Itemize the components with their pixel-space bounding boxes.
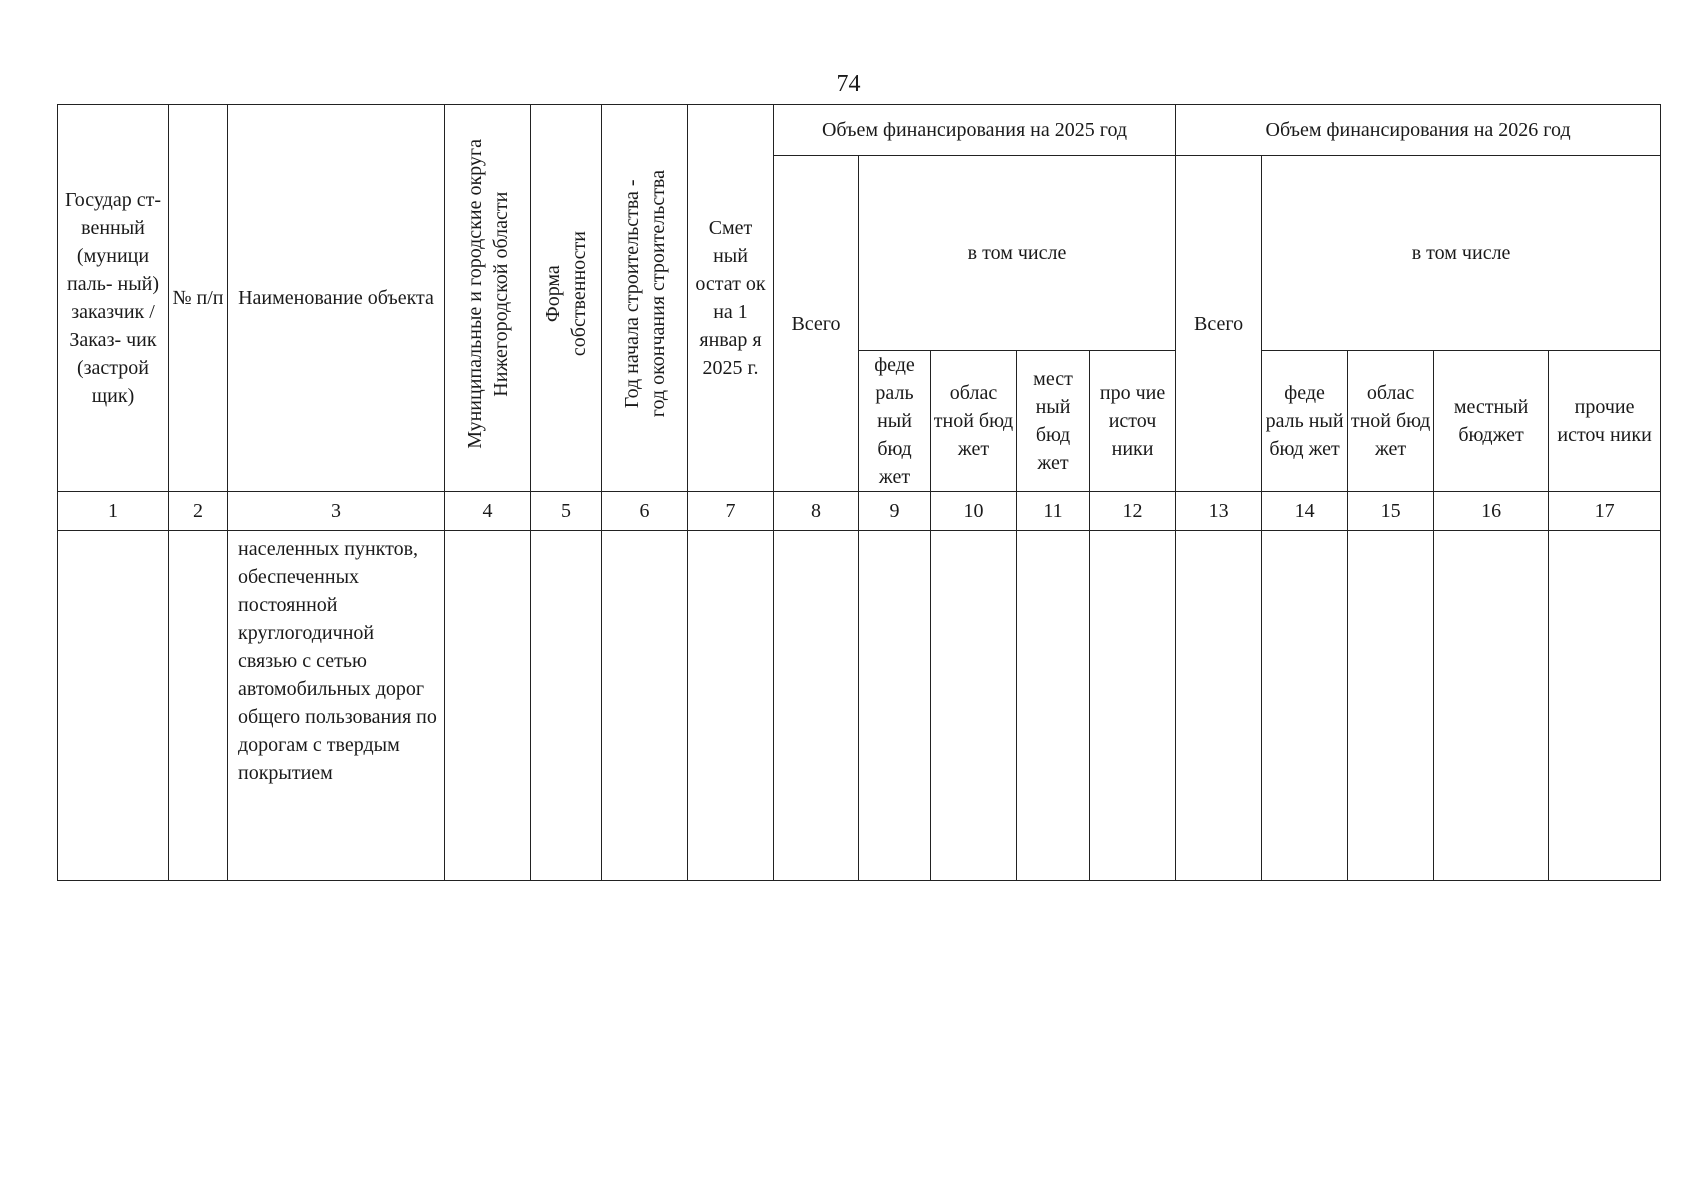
- cell-number: [169, 531, 228, 881]
- financing-table: [57, 104, 1661, 881]
- cell-customer: [58, 531, 169, 881]
- column-number: 13: [1176, 492, 1262, 531]
- header-total-2026: Всего: [1176, 156, 1262, 492]
- column-number: 7: [688, 492, 774, 531]
- header-local-2025: мест ный бюд жет: [1017, 351, 1090, 492]
- header-ownership-text: Форма собственности: [542, 231, 590, 357]
- header-regional-2025: облас тной бюд жет: [931, 351, 1017, 492]
- column-number: 1: [58, 492, 169, 531]
- cell-ownership: [531, 531, 602, 881]
- header-object-name: Наименование объекта: [228, 105, 445, 492]
- column-number: 2: [169, 492, 228, 531]
- cell-local-2025: [1017, 531, 1090, 881]
- header-local-2026: местный бюджет: [1434, 351, 1549, 492]
- cell-federal-2025: [859, 531, 931, 881]
- header-estimated-balance: Смет ный остат ок на 1 январ я 2025 г.: [688, 105, 774, 492]
- column-number: 10: [931, 492, 1017, 531]
- column-number: 9: [859, 492, 931, 531]
- cell-regional-2026: [1348, 531, 1434, 881]
- page-number: 74: [836, 71, 861, 97]
- cell-other-2026: [1549, 531, 1661, 881]
- header-total-2025: Всего: [774, 156, 859, 492]
- cell-balance: [688, 531, 774, 881]
- column-number: 8: [774, 492, 859, 531]
- column-number: 16: [1434, 492, 1549, 531]
- column-number: 14: [1262, 492, 1348, 531]
- header-other-2026: прочие источ ники: [1549, 351, 1661, 492]
- header-including-2026: в том числе: [1262, 156, 1661, 351]
- column-number: 6: [602, 492, 688, 531]
- header-federal-2025: феде раль ный бюд жет: [859, 351, 931, 492]
- header-other-2025: про чие источ ники: [1090, 351, 1176, 492]
- header-customer: Государ ст- венный (муници паль- ный) заказчик / Заказ- чик (застрой щик): [58, 105, 169, 492]
- column-number-row: [58, 492, 1661, 531]
- header-number: № п/п: [169, 105, 228, 492]
- column-number: 17: [1549, 492, 1661, 531]
- cell-other-2025: [1090, 531, 1176, 881]
- column-number: 15: [1348, 492, 1434, 531]
- header-group-2025: Объем финансирования на 2025 год: [774, 105, 1176, 156]
- header-construction-years-text: Год начала строительства - год окончания строительства: [620, 170, 669, 418]
- header-group-2026: Объем финансирования на 2026 год: [1176, 105, 1661, 156]
- table-row: [58, 531, 1661, 881]
- column-number: 11: [1017, 492, 1090, 531]
- header-municipalities-text: Муниципальные и городские округа Нижегородской области: [463, 139, 512, 449]
- column-number: 3: [228, 492, 445, 531]
- header-municipalities: [445, 105, 531, 492]
- column-number: 12: [1090, 492, 1176, 531]
- cell-total-2025: [774, 531, 859, 881]
- header-construction-years: [602, 105, 688, 492]
- cell-years: [602, 531, 688, 881]
- column-number: 4: [445, 492, 531, 531]
- cell-federal-2026: [1262, 531, 1348, 881]
- column-number: 5: [531, 492, 602, 531]
- header-ownership: [531, 105, 602, 492]
- header-including-2025: в том числе: [859, 156, 1176, 351]
- cell-total-2026: [1176, 531, 1262, 881]
- header-regional-2026: облас тной бюд жет: [1348, 351, 1434, 492]
- cell-regional-2025: [931, 531, 1017, 881]
- cell-municipality: [445, 531, 531, 881]
- cell-object-name: населенных пунктов, обеспеченных постоянной круглогодичной связью с сетью автомобильных дорог общего пользования по дорогам с твердым покрытием: [228, 531, 445, 881]
- header-federal-2026: феде раль ный бюд жет: [1262, 351, 1348, 492]
- cell-local-2026: [1434, 531, 1549, 881]
